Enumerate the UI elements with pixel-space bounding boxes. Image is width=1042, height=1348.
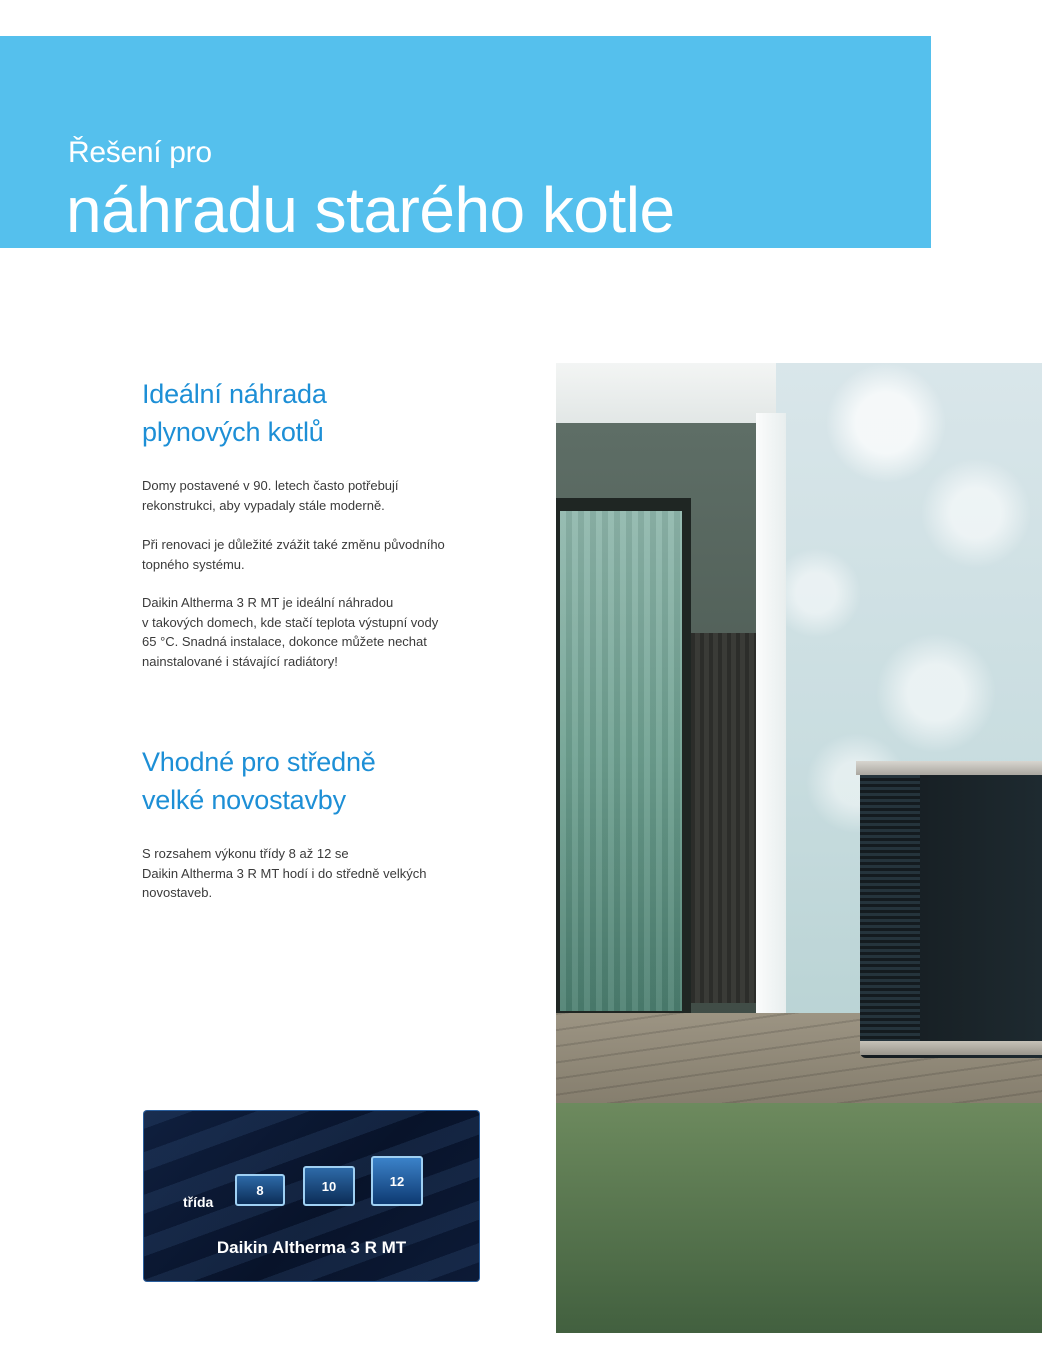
text-line: rekonstrukci, aby vypadaly stále moderně.	[142, 497, 385, 513]
text-line: topného systému.	[142, 556, 245, 572]
roof-overhang	[556, 363, 776, 423]
product-photo	[556, 363, 1042, 1333]
heading-line: Vhodné pro středně	[142, 747, 376, 777]
heading-line: velké novostavby	[142, 785, 346, 815]
pond-water	[556, 1103, 1042, 1333]
text-line: Domy postavené v 90. letech často potřebují	[142, 478, 399, 493]
title-banner	[0, 36, 931, 248]
text-line: novostaveb.	[142, 885, 213, 900]
wooden-fence	[686, 633, 756, 1003]
text-line: Daikin Altherma 3 R MT je ideální náhradou	[142, 595, 394, 610]
class-box-12: 12	[371, 1156, 423, 1206]
text-line: v takových domech, kde stačí teplota výstupní vody	[142, 614, 439, 630]
class-box-10: 10	[303, 1166, 355, 1206]
text-line: S rozsahem výkonu třídy 8 až 12 se	[142, 846, 349, 861]
section1-paragraph-3	[142, 593, 502, 671]
banner-title: náhradu starého kotle	[66, 174, 675, 246]
text-line: nainstalované i stávající radiátory!	[142, 653, 338, 669]
heading-line: Ideální náhrada	[142, 379, 327, 409]
text-line: 65 °C. Snadná instalace, dokonce můžete nechat	[142, 634, 427, 649]
heading-line: plynových kotlů	[142, 417, 324, 447]
heat-pump-base	[860, 1041, 1042, 1055]
text-line: Daikin Altherma 3 R MT hodí i do středně velkých	[142, 865, 427, 881]
product-name: Daikin Altherma 3 R MT	[216, 1238, 407, 1257]
white-pillar	[756, 413, 786, 1113]
section2-paragraph	[142, 844, 502, 903]
section1-paragraph-2	[142, 535, 502, 574]
section1-heading	[142, 375, 327, 451]
banner-pre-title: Řešení pro	[68, 136, 212, 169]
curtain	[560, 511, 682, 1011]
class-label: třída	[183, 1194, 214, 1210]
heat-pump-top	[856, 761, 1042, 775]
class-box-8: 8	[235, 1174, 285, 1206]
heat-pump-grill	[860, 775, 920, 1045]
text-line: Při renovaci je důležité zvážit také změnu původního	[142, 537, 445, 552]
section2-heading	[142, 743, 376, 819]
section1-paragraph-1	[142, 476, 502, 515]
capacity-class-badge	[143, 1110, 480, 1282]
